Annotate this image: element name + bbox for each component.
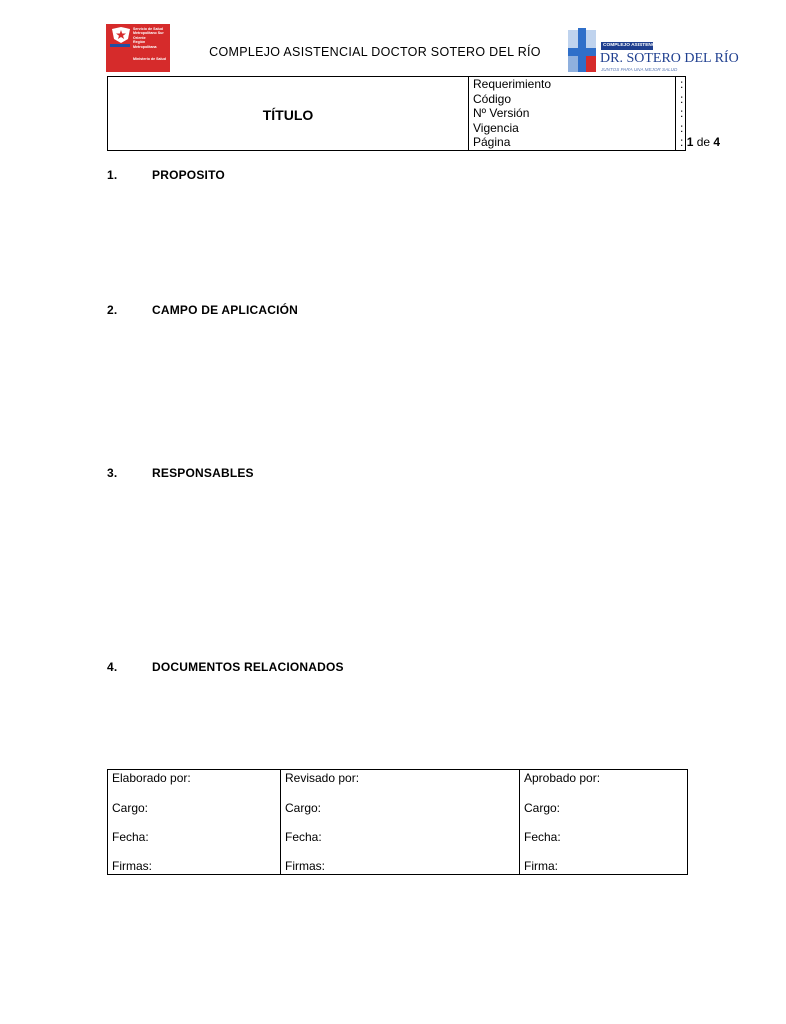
page-prefix: :: [680, 135, 684, 150]
aprobado-cargo: Cargo:: [524, 801, 561, 815]
signature-column-revisado: [281, 770, 520, 874]
section-4-title: DOCUMENTOS RELACIONADOS: [152, 660, 344, 674]
revisado-header: Revisado por:: [285, 771, 360, 785]
label-vigencia: Vigencia: [473, 120, 519, 135]
page-of: de: [696, 135, 711, 150]
section-2-title: CAMPO DE APLICACIÓN: [152, 303, 299, 317]
hospital-logo-band: COMPLEJO ASISTENCIAL: [603, 43, 664, 48]
elaborado-header: Elaborado por:: [112, 771, 191, 785]
page-total: 4: [713, 135, 721, 150]
section-3-number: 3.: [107, 466, 118, 480]
value-vigencia: :: [680, 120, 684, 135]
metadata-values: [676, 77, 786, 150]
logo-text-ministry: Ministerio de Salud: [133, 57, 166, 61]
signature-column-elaborado: [108, 770, 281, 874]
revisado-fecha: Fecha:: [285, 830, 322, 844]
section-1-number: 1.: [107, 168, 118, 182]
elaborado-fecha: Fecha:: [112, 830, 149, 844]
label-requerimiento: Requerimiento: [473, 77, 552, 91]
label-pagina: Página: [473, 135, 511, 150]
value-version: :: [680, 106, 684, 121]
elaborado-firma: Firmas:: [112, 859, 152, 873]
hospital-logo-slogan: JUNTOS PARA UNA MEJOR SALUD: [601, 67, 678, 72]
page-number: 1: [686, 135, 694, 150]
hospital-logo: [567, 26, 739, 74]
chile-coat-of-arms-icon: [110, 27, 132, 43]
aprobado-fecha: Fecha:: [524, 830, 561, 844]
label-version: Nº Versión: [473, 106, 530, 121]
value-codigo: :: [680, 91, 684, 106]
section-2-number: 2.: [107, 303, 118, 317]
value-pagina: [680, 135, 786, 150]
hospital-logo-name: DR. SOTERO DEL RÍO: [600, 51, 739, 66]
section-1-title: PROPOSITO: [152, 168, 225, 182]
logo-text-service: Servicio de Salud Metropolitano Sur Oriente Región Metropolitana: [133, 27, 164, 49]
value-requerimiento: :: [680, 77, 684, 91]
revisado-firma: Firmas:: [285, 859, 325, 873]
hospital-cross-icon: [567, 26, 597, 74]
document-title: TÍTULO: [108, 77, 469, 150]
metadata-labels: [469, 77, 676, 150]
aprobado-header: Aprobado por:: [524, 771, 601, 785]
elaborado-cargo: Cargo:: [112, 801, 149, 815]
aprobado-firma: Firma:: [524, 859, 558, 873]
signature-table: [107, 769, 688, 875]
logo-stripe: [110, 44, 130, 47]
ministry-logo: [106, 24, 170, 72]
label-codigo: Código: [473, 91, 512, 106]
institution-title: COMPLEJO ASISTENCIAL DOCTOR SOTERO DEL RÍO: [209, 45, 541, 59]
revisado-cargo: Cargo:: [285, 801, 322, 815]
document-control-table: [107, 76, 721, 151]
section-3-title: RESPONSABLES: [152, 466, 254, 480]
signature-column-aprobado: [520, 770, 687, 874]
section-4-number: 4.: [107, 660, 118, 674]
